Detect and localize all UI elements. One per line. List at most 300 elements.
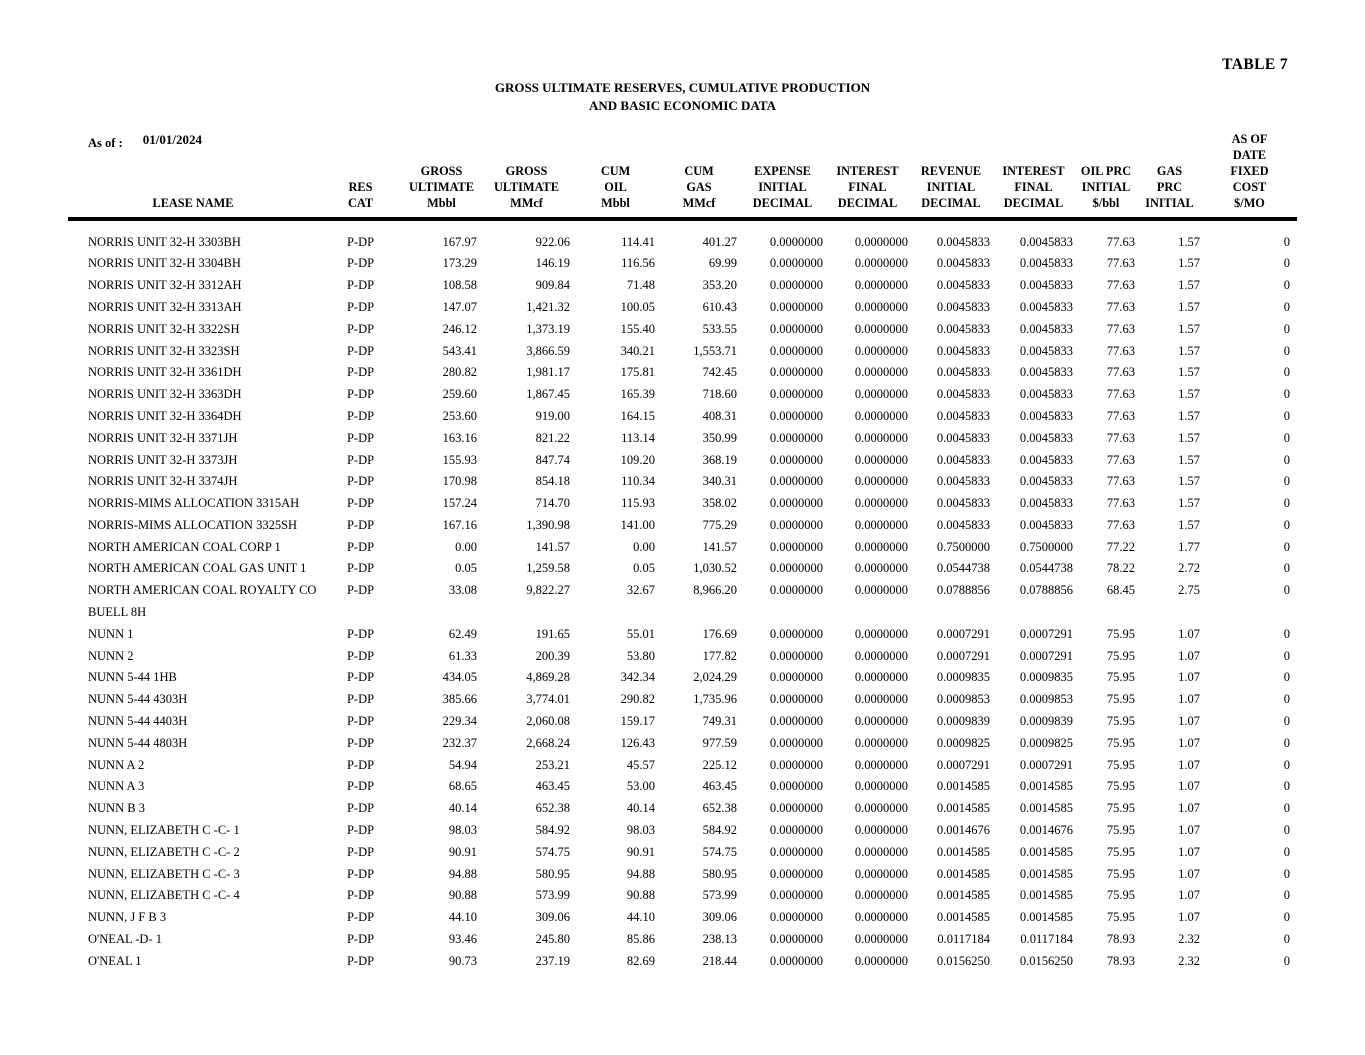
cell-res_cat: P-DP — [346, 430, 375, 445]
table-row — [68, 253, 1297, 275]
cell-fixed_cost: 0 — [1283, 496, 1290, 511]
cell-gas_prc_initial: 1.57 — [1178, 321, 1200, 336]
reserves-table — [68, 132, 1297, 973]
cell-revenue_initial_decimal: 0.0045833 — [936, 452, 990, 467]
cell-oil_prc_initial: 75.95 — [1106, 757, 1135, 772]
cell-lease_name: NORRIS UNIT 32-H 3363DH — [88, 387, 242, 402]
cell-cum_oil_mbbl: 290.82 — [620, 692, 655, 707]
cell-expense_initial_decimal: 0.0000000 — [769, 234, 823, 249]
cell-gross_ultimate_mmcf: 141.57 — [535, 539, 570, 554]
col-header-cum_oil_mbbl: CUM OIL Mbbl — [573, 132, 658, 219]
cell-cum_oil_mbbl: 115.93 — [621, 496, 655, 511]
cell-cum_gas_mmcf: 652.38 — [702, 801, 737, 816]
table-row — [68, 951, 1297, 973]
cell-gross_ultimate_mbbl: 94.88 — [448, 866, 477, 881]
cell-cum_gas_mmcf: 353.20 — [702, 278, 737, 293]
table-row — [68, 558, 1297, 580]
cell-res_cat: P-DP — [346, 496, 375, 511]
cell-lease_name: NORRIS UNIT 32-H 3373JH — [88, 452, 238, 467]
cell-oil_prc_initial: 78.93 — [1106, 932, 1135, 947]
cell-fixed_cost: 0 — [1283, 714, 1290, 729]
table-row — [68, 362, 1297, 384]
cell-interest_final_decimal: 0.0000000 — [854, 779, 908, 794]
cell-gas_prc_initial: 1.57 — [1178, 256, 1200, 271]
cell-cum_gas_mmcf: 610.43 — [702, 299, 737, 314]
cell-fixed_cost: 0 — [1283, 321, 1290, 336]
cell-cum_oil_mbbl: 53.00 — [626, 779, 655, 794]
cell-gross_ultimate_mbbl: 173.29 — [442, 256, 477, 271]
cell-cum_oil_mbbl: 141.00 — [620, 517, 655, 532]
table-row — [68, 798, 1297, 820]
cell-revenue_initial_decimal: 0.0007291 — [936, 626, 990, 641]
cell-oil_prc_initial: 77.63 — [1106, 496, 1135, 511]
cell-fixed_cost: 0 — [1283, 430, 1290, 445]
cell-interest_final_decimal: 0.0000000 — [854, 343, 908, 358]
cell-expense_initial_decimal: 0.0000000 — [769, 539, 823, 554]
cell-gross_ultimate_mbbl: 40.14 — [448, 801, 477, 816]
cell-gross_ultimate_mbbl: 90.88 — [448, 888, 477, 903]
cell-revenue_initial_decimal: 0.0045833 — [936, 496, 990, 511]
cell-res_cat: P-DP — [346, 888, 375, 903]
cell-cum_gas_mmcf: 8,966.20 — [693, 583, 737, 598]
cell-res_cat: P-DP — [346, 234, 375, 249]
cell-gas_prc_initial: 1.07 — [1178, 779, 1200, 794]
cell-fixed_cost: 0 — [1283, 539, 1290, 554]
cell-cum_gas_mmcf: 1,030.52 — [693, 561, 737, 576]
cell-interest_final_decimal_2: 0.0007291 — [1019, 757, 1073, 772]
cell-cum_oil_mbbl: 0.00 — [633, 539, 655, 554]
cell-lease_name: NUNN B 3 — [88, 801, 145, 816]
cell-res_cat: P-DP — [346, 517, 375, 532]
cell-gross_ultimate_mbbl: 157.24 — [442, 496, 477, 511]
report-title-line2: AND BASIC ECONOMIC DATA — [589, 98, 776, 113]
cell-expense_initial_decimal: 0.0000000 — [769, 387, 823, 402]
cell-interest_final_decimal_2: 0.0009839 — [1019, 714, 1073, 729]
cell-lease_name: NUNN 5-44 4803H — [88, 735, 188, 750]
table-row — [68, 733, 1297, 755]
cell-interest_final_decimal: 0.0000000 — [854, 278, 908, 293]
col-header-lease_name: LEASE NAME — [68, 132, 318, 219]
cell-expense_initial_decimal: 0.0000000 — [769, 932, 823, 947]
cell-oil_prc_initial: 75.95 — [1106, 888, 1135, 903]
cell-expense_initial_decimal: 0.0000000 — [769, 561, 823, 576]
cell-fixed_cost: 0 — [1283, 670, 1290, 685]
cell-lease_name: NUNN A 3 — [88, 779, 145, 794]
cell-res_cat: P-DP — [346, 278, 375, 293]
report-title-line1: GROSS ULTIMATE RESERVES, CUMULATIVE PRODUCTION — [494, 80, 871, 95]
cell-oil_prc_initial: 77.63 — [1106, 387, 1135, 402]
cell-gas_prc_initial: 2.32 — [1178, 953, 1200, 968]
cell-gross_ultimate_mmcf: 909.84 — [535, 278, 570, 293]
cell-revenue_initial_decimal: 0.0045833 — [936, 365, 990, 380]
cell-lease_name: NORRIS UNIT 32-H 3322SH — [88, 321, 240, 336]
cell-lease_name: NUNN 5-44 4303H — [88, 692, 188, 707]
cell-gas_prc_initial: 1.57 — [1178, 474, 1200, 489]
cell-gross_ultimate_mbbl: 163.16 — [442, 430, 477, 445]
cell-cum_oil_mbbl: 109.20 — [620, 452, 655, 467]
cell-cum_gas_mmcf: 368.19 — [702, 452, 737, 467]
cell-res_cat: P-DP — [346, 408, 375, 423]
cell-cum_oil_mbbl: 100.05 — [620, 299, 655, 314]
cell-res_cat: P-DP — [346, 561, 375, 576]
cell-gross_ultimate_mmcf: 1,867.45 — [526, 387, 570, 402]
cell-expense_initial_decimal: 0.0000000 — [769, 823, 823, 838]
cell-interest_final_decimal_2: 0.0045833 — [1019, 408, 1073, 423]
cell-gross_ultimate_mmcf: 1,421.32 — [526, 299, 570, 314]
cell-fixed_cost: 0 — [1283, 583, 1290, 598]
cell-fixed_cost: 0 — [1283, 757, 1290, 772]
cell-fixed_cost: 0 — [1283, 452, 1290, 467]
cell-oil_prc_initial: 75.95 — [1106, 692, 1135, 707]
table-row — [68, 929, 1297, 951]
cell-lease_name: NORTH AMERICAN COAL CORP 1 — [88, 539, 281, 554]
cell-gas_prc_initial: 1.07 — [1178, 888, 1200, 903]
cell-interest_final_decimal: 0.0000000 — [854, 256, 908, 271]
cell-revenue_initial_decimal: 0.0009839 — [936, 714, 990, 729]
cell-revenue_initial_decimal: 0.0045833 — [936, 387, 990, 402]
cell-gross_ultimate_mmcf: 1,981.17 — [526, 365, 570, 380]
cell-revenue_initial_decimal: 0.0007291 — [936, 757, 990, 772]
table-row — [68, 689, 1297, 711]
cell-expense_initial_decimal: 0.0000000 — [769, 626, 823, 641]
cell-gross_ultimate_mmcf: 821.22 — [535, 430, 570, 445]
cell-gas_prc_initial: 1.57 — [1178, 496, 1200, 511]
cell-expense_initial_decimal: 0.0000000 — [769, 583, 823, 598]
cell-oil_prc_initial: 77.22 — [1106, 539, 1135, 554]
cell-lease_name: NUNN, ELIZABETH C -C- 3 — [88, 866, 240, 881]
col-header-gross_ultimate_mbbl: GROSS ULTIMATE Mbbl — [403, 132, 480, 219]
cell-revenue_initial_decimal: 0.0045833 — [936, 234, 990, 249]
cell-fixed_cost: 0 — [1283, 801, 1290, 816]
cell-lease_name: NUNN 5-44 4403H — [88, 714, 188, 729]
cell-lease_name: NORTH AMERICAN COAL GAS UNIT 1 — [88, 561, 307, 576]
cell-revenue_initial_decimal: 0.0045833 — [936, 517, 990, 532]
col-header-expense_initial_decimal: EXPENSE INITIAL DECIMAL — [740, 132, 825, 219]
cell-interest_final_decimal_2: 0.0045833 — [1019, 343, 1073, 358]
cell-fixed_cost: 0 — [1283, 823, 1290, 838]
table-row — [68, 864, 1297, 886]
cell-gross_ultimate_mbbl: 229.34 — [442, 714, 477, 729]
cell-interest_final_decimal_2: 0.0045833 — [1019, 256, 1073, 271]
cell-gross_ultimate_mmcf: 573.99 — [535, 888, 570, 903]
cell-gas_prc_initial: 1.57 — [1178, 365, 1200, 380]
cell-cum_oil_mbbl: 90.91 — [626, 844, 655, 859]
cell-gross_ultimate_mbbl: 44.10 — [448, 910, 477, 925]
cell-lease_name: NUNN 5-44 1HB — [88, 670, 177, 685]
as-of-date: 01/01/2024 — [142, 132, 202, 147]
cell-fixed_cost: 0 — [1283, 910, 1290, 925]
cell-revenue_initial_decimal: 0.0009853 — [936, 692, 990, 707]
cell-interest_final_decimal: 0.0000000 — [854, 953, 908, 968]
cell-gas_prc_initial: 1.07 — [1178, 844, 1200, 859]
cell-fixed_cost: 0 — [1283, 953, 1290, 968]
cell-res_cat: P-DP — [346, 735, 375, 750]
cell-oil_prc_initial: 75.95 — [1106, 735, 1135, 750]
cell-cum_gas_mmcf: 238.13 — [702, 932, 737, 947]
cell-interest_final_decimal_2: 0.0045833 — [1019, 299, 1073, 314]
cell-cum_oil_mbbl: 165.39 — [620, 387, 655, 402]
cell-interest_final_decimal: 0.0000000 — [854, 299, 908, 314]
table-row — [68, 711, 1297, 733]
cell-res_cat: P-DP — [346, 757, 375, 772]
table-row — [68, 537, 1297, 559]
cell-interest_final_decimal: 0.0000000 — [854, 735, 908, 750]
cell-res_cat: P-DP — [346, 474, 375, 489]
cell-lease_name: NUNN A 2 — [88, 757, 145, 772]
cell-revenue_initial_decimal: 0.0009825 — [936, 735, 990, 750]
cell-cum_oil_mbbl: 342.34 — [620, 670, 655, 685]
cell-gross_ultimate_mbbl: 434.05 — [442, 670, 477, 685]
cell-oil_prc_initial: 75.95 — [1106, 844, 1135, 859]
cell-fixed_cost: 0 — [1283, 234, 1290, 249]
cell-gross_ultimate_mbbl: 280.82 — [442, 365, 477, 380]
cell-gross_ultimate_mbbl: 108.58 — [442, 278, 477, 293]
cell-interest_final_decimal: 0.0000000 — [854, 583, 908, 598]
table-row — [68, 275, 1297, 297]
cell-expense_initial_decimal: 0.0000000 — [769, 714, 823, 729]
cell-gas_prc_initial: 1.07 — [1178, 626, 1200, 641]
cell-fixed_cost: 0 — [1283, 648, 1290, 663]
cell-gross_ultimate_mmcf: 309.06 — [535, 910, 570, 925]
cell-interest_final_decimal_2: 0.0014676 — [1019, 823, 1073, 838]
col-header-fixed_cost: AS OF DATE FIXED COST $/MO — [1202, 132, 1297, 219]
cell-expense_initial_decimal: 0.0000000 — [769, 343, 823, 358]
cell-gas_prc_initial: 1.57 — [1178, 387, 1200, 402]
cell-res_cat: P-DP — [346, 299, 375, 314]
cell-expense_initial_decimal: 0.0000000 — [769, 801, 823, 816]
cell-expense_initial_decimal: 0.0000000 — [769, 496, 823, 511]
cell-lease_name: NORTH AMERICAN COAL ROYALTY CO BUELL 8H — [88, 583, 317, 620]
cell-revenue_initial_decimal: 0.0045833 — [936, 256, 990, 271]
cell-res_cat: P-DP — [346, 714, 375, 729]
cell-revenue_initial_decimal: 0.0045833 — [936, 343, 990, 358]
cell-expense_initial_decimal: 0.0000000 — [769, 779, 823, 794]
cell-gross_ultimate_mmcf: 2,668.24 — [526, 735, 570, 750]
cell-expense_initial_decimal: 0.0000000 — [769, 299, 823, 314]
cell-expense_initial_decimal: 0.0000000 — [769, 888, 823, 903]
cell-res_cat: P-DP — [346, 779, 375, 794]
col-header-interest_final_decimal_2: INTEREST FINAL DECIMAL — [992, 132, 1075, 219]
cell-lease_name: NUNN 2 — [88, 648, 134, 663]
col-header-cum_gas_mmcf: CUM GAS MMcf — [658, 132, 740, 219]
cell-fixed_cost: 0 — [1283, 387, 1290, 402]
cell-interest_final_decimal: 0.0000000 — [854, 387, 908, 402]
cell-oil_prc_initial: 77.63 — [1106, 343, 1135, 358]
table-body — [68, 219, 1297, 973]
cell-expense_initial_decimal: 0.0000000 — [769, 278, 823, 293]
cell-oil_prc_initial: 77.63 — [1106, 408, 1135, 423]
cell-fixed_cost: 0 — [1283, 626, 1290, 641]
cell-interest_final_decimal: 0.0000000 — [854, 910, 908, 925]
cell-interest_final_decimal: 0.0000000 — [854, 517, 908, 532]
cell-oil_prc_initial: 77.63 — [1106, 321, 1135, 336]
cell-gross_ultimate_mbbl: 147.07 — [442, 299, 477, 314]
cell-gas_prc_initial: 1.57 — [1178, 452, 1200, 467]
table-row — [68, 907, 1297, 929]
cell-gas_prc_initial: 1.07 — [1178, 735, 1200, 750]
cell-interest_final_decimal: 0.0000000 — [854, 932, 908, 947]
cell-gross_ultimate_mmcf: 580.95 — [535, 866, 570, 881]
cell-cum_oil_mbbl: 0.05 — [633, 561, 655, 576]
cell-oil_prc_initial: 77.63 — [1106, 365, 1135, 380]
cell-lease_name: NORRIS UNIT 32-H 3361DH — [88, 365, 242, 380]
cell-gross_ultimate_mbbl: 155.93 — [442, 452, 477, 467]
cell-res_cat: P-DP — [346, 539, 375, 554]
cell-cum_oil_mbbl: 175.81 — [620, 365, 655, 380]
cell-gross_ultimate_mmcf: 1,259.58 — [526, 561, 570, 576]
cell-gas_prc_initial: 1.77 — [1178, 539, 1200, 554]
cell-cum_gas_mmcf: 580.95 — [702, 866, 737, 881]
cell-fixed_cost: 0 — [1283, 844, 1290, 859]
cell-gross_ultimate_mmcf: 922.06 — [535, 234, 570, 249]
cell-gross_ultimate_mbbl: 0.05 — [455, 561, 477, 576]
cell-gross_ultimate_mmcf: 2,060.08 — [526, 714, 570, 729]
cell-interest_final_decimal_2: 0.0014585 — [1019, 844, 1073, 859]
cell-gross_ultimate_mbbl: 62.49 — [448, 626, 477, 641]
cell-expense_initial_decimal: 0.0000000 — [769, 648, 823, 663]
cell-cum_gas_mmcf: 584.92 — [702, 823, 737, 838]
cell-interest_final_decimal_2: 0.0045833 — [1019, 452, 1073, 467]
cell-expense_initial_decimal: 0.0000000 — [769, 256, 823, 271]
cell-interest_final_decimal_2: 0.0045833 — [1019, 517, 1073, 532]
cell-cum_oil_mbbl: 126.43 — [620, 735, 655, 750]
cell-cum_oil_mbbl: 94.88 — [626, 866, 655, 881]
cell-gross_ultimate_mmcf: 253.21 — [535, 757, 570, 772]
cell-interest_final_decimal_2: 0.0045833 — [1019, 387, 1073, 402]
cell-cum_gas_mmcf: 218.44 — [702, 953, 737, 968]
table-row — [68, 471, 1297, 493]
cell-interest_final_decimal_2: 0.0007291 — [1019, 648, 1073, 663]
table-number-label: TABLE 7 — [1222, 56, 1288, 73]
cell-cum_gas_mmcf: 1,553.71 — [693, 343, 737, 358]
cell-gas_prc_initial: 1.07 — [1178, 866, 1200, 881]
cell-interest_final_decimal_2: 0.0045833 — [1019, 321, 1073, 336]
cell-interest_final_decimal_2: 0.0544738 — [1019, 561, 1073, 576]
cell-interest_final_decimal: 0.0000000 — [854, 823, 908, 838]
cell-gas_prc_initial: 1.57 — [1178, 299, 1200, 314]
cell-gross_ultimate_mmcf: 4,869.28 — [526, 670, 570, 685]
cell-res_cat: P-DP — [346, 692, 375, 707]
cell-lease_name: NORRIS UNIT 32-H 3303BH — [88, 234, 241, 249]
cell-fixed_cost: 0 — [1283, 561, 1290, 576]
cell-res_cat: P-DP — [346, 823, 375, 838]
cell-res_cat: P-DP — [346, 343, 375, 358]
cell-expense_initial_decimal: 0.0000000 — [769, 670, 823, 685]
cell-oil_prc_initial: 77.63 — [1106, 299, 1135, 314]
cell-fixed_cost: 0 — [1283, 256, 1290, 271]
cell-expense_initial_decimal: 0.0000000 — [769, 692, 823, 707]
cell-gas_prc_initial: 1.57 — [1178, 517, 1200, 532]
cell-cum_gas_mmcf: 177.82 — [702, 648, 737, 663]
col-header-revenue_initial_decimal: REVENUE INITIAL DECIMAL — [910, 132, 992, 219]
col-header-interest_final_decimal: INTEREST FINAL DECIMAL — [825, 132, 910, 219]
cell-revenue_initial_decimal: 0.0045833 — [936, 278, 990, 293]
cell-interest_final_decimal_2: 0.0045833 — [1019, 278, 1073, 293]
cell-lease_name: NORRIS UNIT 32-H 3364DH — [88, 408, 242, 423]
cell-lease_name: NORRIS-MIMS ALLOCATION 3325SH — [88, 517, 298, 532]
cell-cum_oil_mbbl: 71.48 — [626, 278, 655, 293]
cell-cum_oil_mbbl: 164.15 — [620, 408, 655, 423]
cell-gross_ultimate_mbbl: 0.00 — [455, 539, 477, 554]
cell-gross_ultimate_mmcf: 9,822.27 — [526, 583, 570, 598]
cell-oil_prc_initial: 75.95 — [1106, 670, 1135, 685]
cell-gross_ultimate_mmcf: 146.19 — [535, 256, 570, 271]
cell-gross_ultimate_mbbl: 167.97 — [442, 234, 477, 249]
cell-fixed_cost: 0 — [1283, 888, 1290, 903]
cell-interest_final_decimal_2: 0.7500000 — [1019, 539, 1073, 554]
cell-revenue_initial_decimal: 0.0045833 — [936, 299, 990, 314]
cell-gas_prc_initial: 1.07 — [1178, 648, 1200, 663]
cell-cum_gas_mmcf: 309.06 — [702, 910, 737, 925]
cell-cum_oil_mbbl: 110.34 — [621, 474, 655, 489]
col-header-oil_prc_initial: OIL PRC INITIAL $/bbl — [1075, 132, 1137, 219]
table-row — [68, 580, 1297, 624]
cell-gas_prc_initial: 2.32 — [1178, 932, 1200, 947]
cell-fixed_cost: 0 — [1283, 735, 1290, 750]
cell-lease_name: NUNN, ELIZABETH C -C- 2 — [88, 844, 240, 859]
cell-revenue_initial_decimal: 0.0117184 — [937, 932, 990, 947]
cell-interest_final_decimal_2: 0.0009835 — [1019, 670, 1073, 685]
cell-oil_prc_initial: 77.63 — [1106, 278, 1135, 293]
cell-gas_prc_initial: 2.72 — [1178, 561, 1200, 576]
cell-gross_ultimate_mmcf: 574.75 — [535, 844, 570, 859]
cell-gross_ultimate_mmcf: 237.19 — [535, 953, 570, 968]
cell-revenue_initial_decimal: 0.0045833 — [936, 430, 990, 445]
cell-gross_ultimate_mbbl: 232.37 — [442, 735, 477, 750]
cell-oil_prc_initial: 75.95 — [1106, 714, 1135, 729]
cell-gross_ultimate_mbbl: 98.03 — [448, 823, 477, 838]
cell-interest_final_decimal_2: 0.0045833 — [1019, 430, 1073, 445]
cell-revenue_initial_decimal: 0.0014585 — [936, 779, 990, 794]
cell-lease_name: NORRIS UNIT 32-H 3313AH — [88, 299, 242, 314]
cell-cum_oil_mbbl: 85.86 — [626, 932, 655, 947]
table-row — [68, 624, 1297, 646]
cell-cum_gas_mmcf: 533.55 — [702, 321, 737, 336]
table-header — [68, 132, 1297, 219]
cell-gross_ultimate_mmcf: 463.45 — [535, 779, 570, 794]
cell-gross_ultimate_mbbl: 543.41 — [442, 343, 477, 358]
cell-interest_final_decimal_2: 0.0045833 — [1019, 365, 1073, 380]
cell-gross_ultimate_mbbl: 90.91 — [448, 844, 477, 859]
cell-interest_final_decimal: 0.0000000 — [854, 801, 908, 816]
cell-revenue_initial_decimal: 0.0014585 — [936, 844, 990, 859]
report-title — [0, 79, 1365, 115]
cell-fixed_cost: 0 — [1283, 932, 1290, 947]
cell-res_cat: P-DP — [346, 953, 375, 968]
cell-expense_initial_decimal: 0.0000000 — [769, 844, 823, 859]
table-row — [68, 515, 1297, 537]
cell-gross_ultimate_mbbl: 170.98 — [442, 474, 477, 489]
cell-gross_ultimate_mmcf: 1,390.98 — [526, 517, 570, 532]
table-row — [68, 341, 1297, 363]
col-header-gas_prc_initial: GAS PRC INITIAL — [1137, 132, 1202, 219]
cell-res_cat: P-DP — [346, 648, 375, 663]
cell-cum_gas_mmcf: 775.29 — [702, 517, 737, 532]
cell-gas_prc_initial: 1.07 — [1178, 910, 1200, 925]
cell-res_cat: P-DP — [346, 387, 375, 402]
table-row — [68, 406, 1297, 428]
cell-cum_gas_mmcf: 742.45 — [702, 365, 737, 380]
table-row — [68, 450, 1297, 472]
cell-fixed_cost: 0 — [1283, 474, 1290, 489]
cell-cum_oil_mbbl: 32.67 — [626, 583, 655, 598]
cell-interest_final_decimal_2: 0.0117184 — [1020, 932, 1073, 947]
cell-interest_final_decimal: 0.0000000 — [854, 648, 908, 663]
cell-interest_final_decimal_2: 0.0045833 — [1019, 474, 1073, 489]
cell-gas_prc_initial: 1.57 — [1178, 343, 1200, 358]
cell-interest_final_decimal: 0.0000000 — [854, 539, 908, 554]
cell-revenue_initial_decimal: 0.0156250 — [936, 953, 990, 968]
